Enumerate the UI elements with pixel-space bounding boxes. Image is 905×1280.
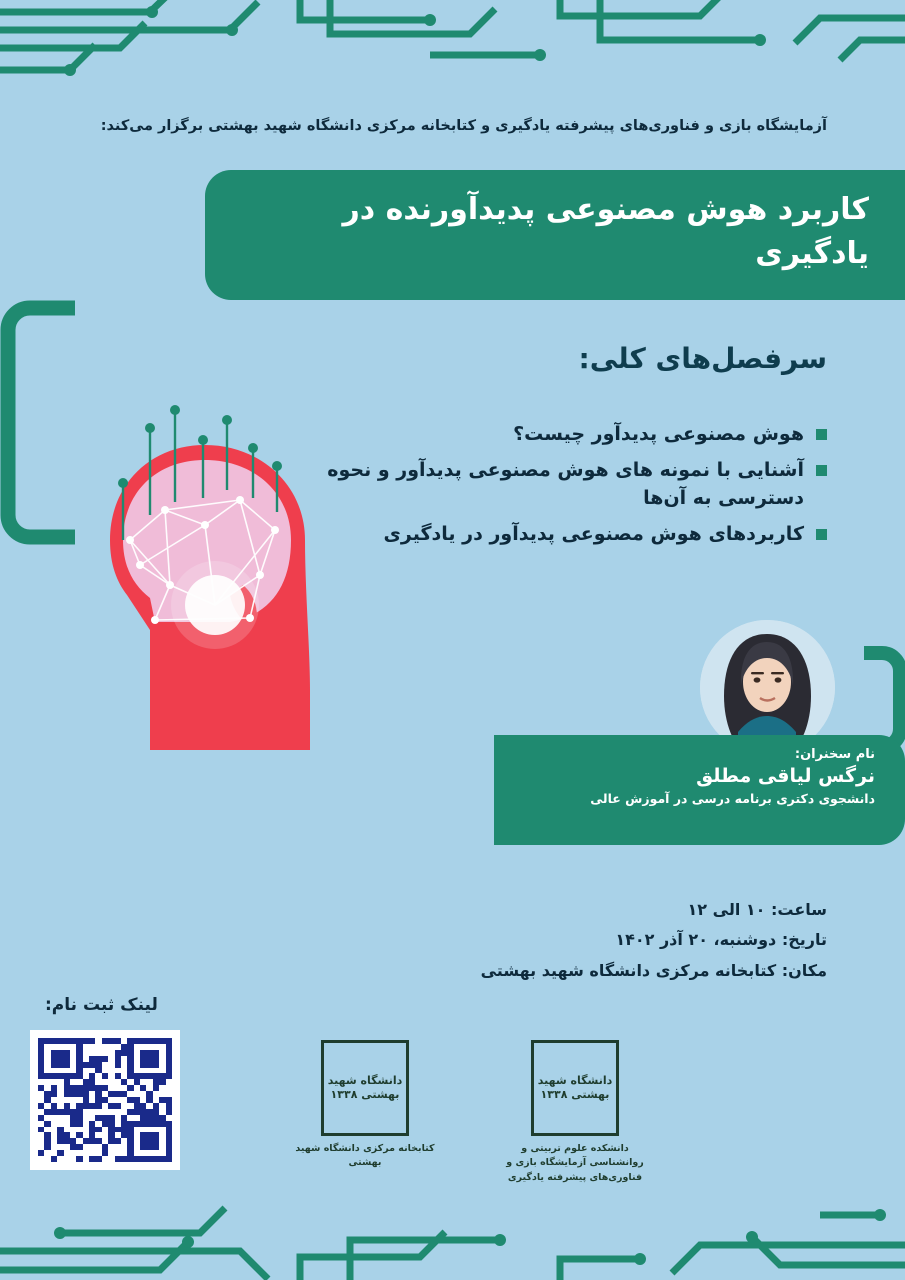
logo-row	[290, 1040, 650, 1185]
speaker-name: نرگس لیاقی مطلق	[696, 765, 875, 787]
topics-list	[267, 420, 827, 555]
bullet-square-icon	[816, 465, 827, 476]
speaker-card	[494, 735, 905, 845]
title-banner	[205, 170, 905, 300]
bullet-square-icon	[816, 529, 827, 540]
list-item-label: کاربردهای هوش مصنوعی پدیدآور در یادگیری	[383, 522, 804, 545]
brain-network-illustration	[55, 390, 345, 790]
university-seal-icon: دانشگاه شهید بهشتی ۱۳۳۸	[531, 1040, 619, 1136]
page-title: کاربرد هوش مصنوعی پدیدآورنده در یادگیری	[342, 192, 869, 271]
logo-caption: دانشکده علوم تربیتی و روانشناسی آزمایشگاه بازی و فناوری‌های پیشرفته یادگیری	[506, 1143, 644, 1183]
logo-faculty	[500, 1040, 650, 1185]
event-time: ساعت: ۱۰ الی ۱۲	[687, 900, 827, 919]
bullet-square-icon	[816, 429, 827, 440]
university-seal-icon: دانشگاه شهید بهشتی ۱۳۳۸	[321, 1040, 409, 1136]
registration-label: لینک ثبت نام:	[45, 995, 158, 1015]
event-location: مکان: کتابخانه مرکزی دانشگاه شهید بهشتی	[480, 960, 827, 980]
qr-code[interactable]	[30, 1030, 180, 1170]
event-date: تاریخ: دوشنبه، ۲۰ آذر ۱۴۰۲	[615, 930, 827, 950]
list-item	[267, 420, 827, 449]
speaker-label: نام سخنران:	[794, 747, 875, 762]
circuit-decoration-bottom	[0, 1185, 905, 1280]
list-item-label: آشنایی با نمونه های هوش مصنوعی پدیدآور و نحوه دسترسی به آن‌ها	[327, 458, 804, 509]
speaker-role: دانشجوی دکتری برنامه درسی در آموزش عالی	[590, 791, 875, 806]
list-item	[267, 520, 827, 549]
event-details	[481, 895, 827, 986]
list-item-label: هوش مصنوعی پدیدآور چیست؟	[513, 423, 804, 445]
logo-caption: کتابخانه مرکزی دانشگاه شهید بهشتی	[295, 1143, 435, 1169]
section-title: سرفصل‌های کلی:	[578, 342, 827, 375]
organizer-header: آزمایشگاه بازی و فناوری‌های پیشرفته یادگیری و کتابخانه مرکزی دانشگاه شهید بهشتی برگزار می‌کند:	[100, 118, 827, 134]
list-item	[267, 456, 827, 513]
circuit-decoration-top	[0, 0, 905, 95]
logo-library	[290, 1040, 440, 1185]
